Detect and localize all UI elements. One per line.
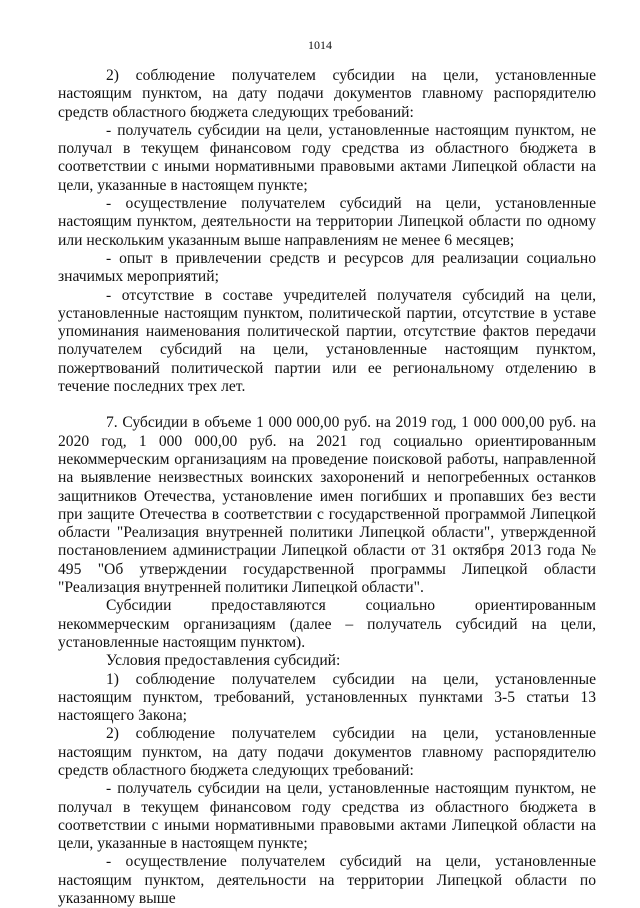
- paragraph-requirement-activity-repeat: - осуществление получателем субсидий на цели, установленные настоящим пунктом, деятельности на территории Липецкой области по указанному выше: [58, 853, 596, 908]
- document-body: [58, 67, 596, 908]
- paragraph-requirement-activity: - осуществление получателем субсидий на цели, установленные настоящим пунктом, деятельности на территории Липецкой области по одному или нескольким указанным выше направлениям не менее 6 месяцев;: [58, 195, 596, 249]
- paragraph-requirement-no-party: - отсутствие в составе учредителей получателя субсидий на цели, установленные настоящим пунктом, политической партии, отсутствие в уставе упоминания наименования политической партии, отсутствие фактов передачи получателем субсидий на цели, установленные настоящим пунктом, пожертвований политической партии или ее региональному отделению в течение последних трех лет.: [58, 286, 596, 396]
- paragraph-item-7: 7. Субсидии в объеме 1 000 000,00 руб. на 2019 год, 1 000 000,00 руб. на 2020 год, 1 000 000,00 руб. на 2021 год социально ориентированным некоммерческим организациям на проведение поисковой работы, направленной на выявление неизвестных воинских захоронений и непогребенных останков защитников Отечества, установление имен погибших и пропавших без вести при защите Отечества в соответствии с государственной программой Липецкой области "Реализация внутренней политики Липецкой области", утвержденной постановлением администрации Липецкой области от 31 октября 2013 года № 495 "Об утверждении государственной программы Липецкой области "Реализация внутренней политики Липецкой области".: [58, 414, 596, 597]
- paragraph-requirement-no-funds: - получатель субсидии на цели, установленные настоящим пунктом, не получал в текущем финансовом году средства из областного бюджета в соответствии с иными нормативными правовыми актами Липецкой области на цели, указанные в настоящем пункте;: [58, 121, 596, 194]
- paragraph-condition-1: 1) соблюдение получателем субсидии на цели, установленные настоящим пунктом, требований, установленных пунктами 3-5 статьи 13 настоящего Закона;: [58, 670, 596, 725]
- paragraph-conditions-heading: Условия предоставления субсидий:: [106, 652, 341, 670]
- paragraph-requirement-experience: - опыт в привлечении средств и ресурсов для реализации социально значимых мероприятий;: [58, 249, 596, 286]
- paragraph-subsidies-provided: Субсидии предоставляются социально ориентированным некоммерческим организациям (далее – получатель субсидий на цели, установленные настоящим пунктом).: [58, 597, 596, 651]
- paragraph-condition-2: 2) соблюдение получателем субсидии на цели, установленные настоящим пунктом, на дату подачи документов главному распорядителю средств областного бюджета следующих требований:: [58, 67, 596, 121]
- paragraph-condition-2-repeat: 2) соблюдение получателем субсидии на цели, установленные настоящим пунктом, на дату подачи документов главному распорядителю средств областного бюджета следующих требований:: [58, 725, 596, 779]
- page-number: 1014: [308, 38, 332, 52]
- paragraph-spacer: [58, 396, 596, 414]
- paragraph-requirement-no-funds-repeat: - получатель субсидии на цели, установленные настоящим пунктом, не получал в текущем финансовом году средства из областного бюджета в соответствии с иными нормативными правовыми актами Липецкой области на цели, указанные в настоящем пункте;: [58, 780, 596, 853]
